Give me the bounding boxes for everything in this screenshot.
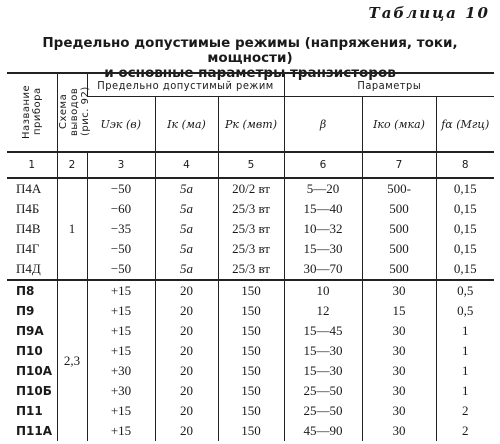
- header-p-k: Pк (мвт): [218, 97, 284, 153]
- table-label: Таблица 10: [368, 4, 490, 22]
- f-a-cell: 0,5: [436, 301, 494, 321]
- i-k-cell: 20: [155, 341, 218, 361]
- p-k-cell: 150: [218, 341, 284, 361]
- f-a-cell: 2: [436, 421, 494, 441]
- device-name-cell: П9: [16, 304, 35, 318]
- title-line-2: и основные параметры транзисторов: [104, 65, 396, 81]
- header-u-ek: Uэк (в): [87, 97, 155, 153]
- f-a-cell: 0,15: [436, 239, 494, 259]
- i-k-cell: 20: [155, 401, 218, 421]
- i-k-cell: 5а: [155, 219, 218, 239]
- column-number-row: [7, 152, 494, 178]
- i-ko-cell: 500: [362, 259, 436, 280]
- scheme-cell: 1: [57, 178, 87, 280]
- i-k-cell: 20: [155, 381, 218, 401]
- p-k-cell: 150: [218, 361, 284, 381]
- beta-cell: 25—50: [284, 401, 362, 421]
- i-ko-cell: 500-: [362, 178, 436, 199]
- device-name-cell: П10Б: [16, 384, 52, 398]
- i-k-cell: 5а: [155, 239, 218, 259]
- f-a-cell: 0,5: [436, 280, 494, 301]
- i-k-cell: 5а: [155, 178, 218, 199]
- beta-cell: 15—30: [284, 341, 362, 361]
- header-beta: β: [284, 97, 362, 153]
- f-a-cell: 0,15: [436, 199, 494, 219]
- i-ko-cell: 15: [362, 301, 436, 321]
- f-a-cell: 1: [436, 341, 494, 361]
- device-name-cell: П11: [16, 404, 43, 418]
- f-a-cell: 2: [436, 401, 494, 421]
- i-ko-cell: 30: [362, 421, 436, 441]
- p-k-cell: 150: [218, 401, 284, 421]
- header-group-params: Параметры: [284, 73, 494, 97]
- u-ek-cell: −60: [87, 199, 155, 219]
- device-name-cell: П4Б: [16, 201, 40, 216]
- device-name-cell: П4В: [16, 221, 41, 236]
- device-name-cell: П11А: [16, 424, 53, 438]
- p-k-cell: 25/3 вт: [218, 199, 284, 219]
- device-name-cell: П8: [7, 280, 57, 301]
- p-k-cell: 25/3 вт: [218, 259, 284, 280]
- i-ko-cell: 30: [362, 341, 436, 361]
- p-k-cell: 150: [218, 301, 284, 321]
- p-k-cell: 20/2 вт: [218, 178, 284, 199]
- header-group-limits: Предельно допустимый режим: [87, 73, 284, 97]
- p-k-cell: 150: [218, 280, 284, 301]
- i-k-cell: 20: [155, 280, 218, 301]
- i-ko-cell: 30: [362, 401, 436, 421]
- column-number: 6: [284, 152, 362, 178]
- beta-cell: 15—40: [284, 199, 362, 219]
- i-k-cell: 5а: [155, 199, 218, 219]
- f-a-cell: 1: [436, 381, 494, 401]
- i-ko-cell: 30: [362, 361, 436, 381]
- i-ko-cell: 500: [362, 239, 436, 259]
- i-ko-cell: 30: [362, 321, 436, 341]
- u-ek-cell: +15: [87, 341, 155, 361]
- u-ek-cell: +15: [87, 301, 155, 321]
- column-number: 4: [155, 152, 218, 178]
- beta-cell: 15—30: [284, 361, 362, 381]
- f-a-cell: 1: [436, 361, 494, 381]
- i-k-cell: 20: [155, 321, 218, 341]
- beta-cell: 15—30: [284, 239, 362, 259]
- table-row: [7, 178, 494, 199]
- p-k-cell: 25/3 вт: [218, 239, 284, 259]
- device-name-cell: П4Г: [16, 241, 40, 256]
- f-a-cell: 1: [436, 321, 494, 341]
- i-k-cell: 20: [155, 421, 218, 441]
- beta-cell: 10: [284, 280, 362, 301]
- beta-cell: 45—90: [284, 421, 362, 441]
- beta-cell: 10—32: [284, 219, 362, 239]
- p-k-cell: 150: [218, 421, 284, 441]
- header-f-a: fα (Мгц): [436, 97, 494, 153]
- i-k-cell: 20: [155, 301, 218, 321]
- header-i-k: Iк (ма): [155, 97, 218, 153]
- header-i-ko: Iко (мка): [362, 97, 436, 153]
- p-k-cell: 150: [218, 381, 284, 401]
- table-row: [7, 280, 494, 301]
- u-ek-cell: +15: [87, 401, 155, 421]
- i-ko-cell: 500: [362, 199, 436, 219]
- u-ek-cell: −50: [87, 259, 155, 280]
- i-k-cell: 5а: [155, 259, 218, 280]
- i-k-cell: 20: [155, 361, 218, 381]
- u-ek-cell: +15: [87, 321, 155, 341]
- scheme-cell: 2,3: [57, 280, 87, 441]
- device-name-cell: П4Д: [16, 261, 41, 276]
- i-ko-cell: 500: [362, 219, 436, 239]
- u-ek-cell: −50: [87, 178, 155, 199]
- device-name-cell: П10А: [16, 364, 53, 378]
- beta-cell: 15—45: [284, 321, 362, 341]
- transistor-table: [7, 72, 494, 441]
- u-ek-cell: −35: [87, 219, 155, 239]
- column-number: 1: [7, 152, 57, 178]
- column-number: 5: [218, 152, 284, 178]
- p-k-cell: 25/3 вт: [218, 219, 284, 239]
- u-ek-cell: +30: [87, 381, 155, 401]
- f-a-cell: 0,15: [436, 178, 494, 199]
- column-number: 2: [57, 152, 87, 178]
- title-line-1: Предельно допустимые режимы (напряжения, токи, мощности): [42, 35, 458, 66]
- beta-cell: 25—50: [284, 381, 362, 401]
- u-ek-cell: −50: [87, 239, 155, 259]
- device-name-cell: П4А: [16, 181, 42, 196]
- beta-cell: 30—70: [284, 259, 362, 280]
- device-name-cell: П9А: [16, 324, 44, 338]
- beta-cell: 5—20: [284, 178, 362, 199]
- column-number: 8: [436, 152, 494, 178]
- device-name-cell: П10: [16, 344, 43, 358]
- f-a-cell: 0,15: [436, 259, 494, 280]
- u-ek-cell: +30: [87, 361, 155, 381]
- u-ek-cell: +15: [87, 421, 155, 441]
- i-ko-cell: 30: [362, 381, 436, 401]
- column-number: 7: [362, 152, 436, 178]
- beta-cell: 12: [284, 301, 362, 321]
- p-k-cell: 150: [218, 321, 284, 341]
- f-a-cell: 0,15: [436, 219, 494, 239]
- u-ek-cell: +15: [87, 280, 155, 301]
- column-number: 3: [87, 152, 155, 178]
- header-scheme: Схема выводов (рис. 92): [57, 73, 87, 152]
- i-ko-cell: 30: [362, 280, 436, 301]
- header-device: Название прибора: [7, 73, 57, 152]
